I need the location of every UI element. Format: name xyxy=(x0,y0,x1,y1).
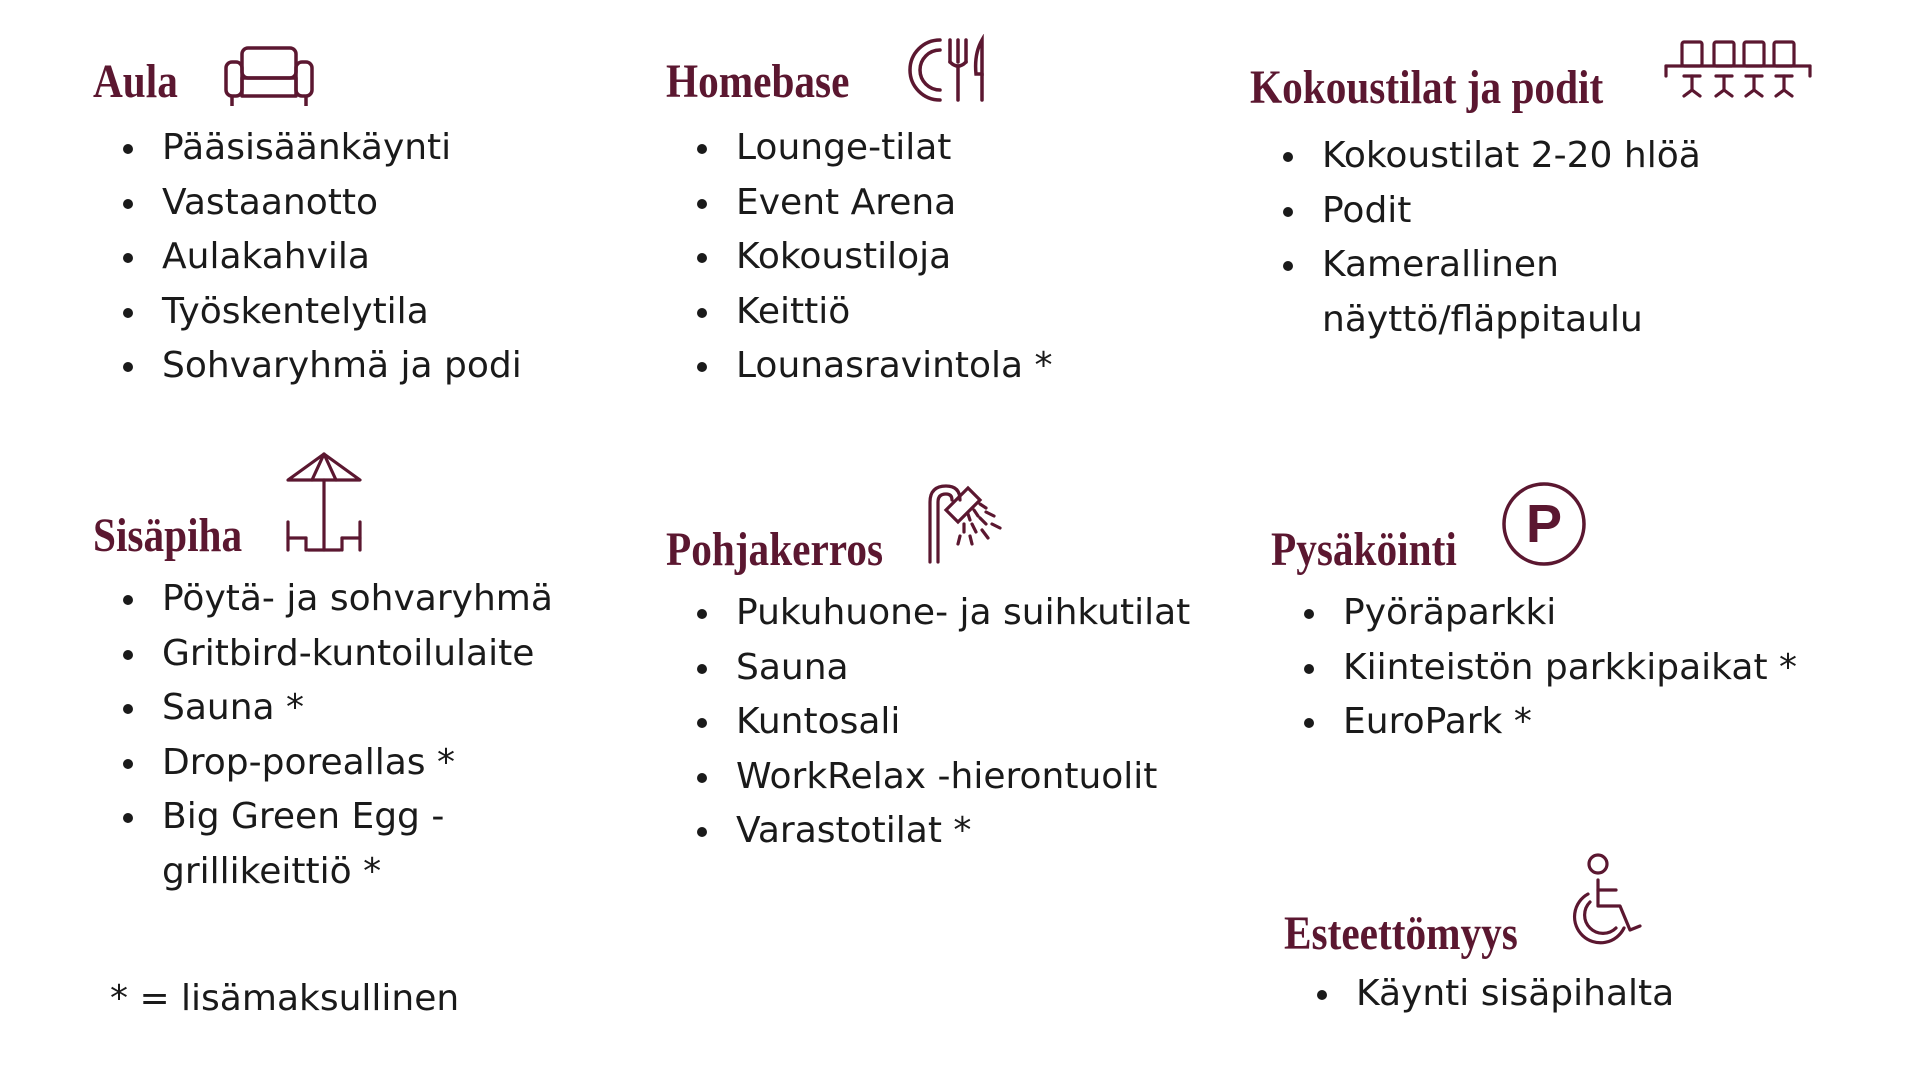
homebase-list xyxy=(692,121,1053,394)
list-item: Kokoustilat 2-20 hlöä xyxy=(1278,129,1701,184)
kokoustilat-list xyxy=(1278,129,1701,347)
list-item: Käynti sisäpihalta xyxy=(1312,967,1674,1022)
list-item: Gritbird-kuntoilulaite xyxy=(118,627,553,682)
section-title: Pohjakerros xyxy=(666,523,884,576)
list-item xyxy=(1278,238,1701,347)
sofa-icon xyxy=(222,44,316,110)
svg-text:P: P xyxy=(1525,494,1563,554)
list-item-line: Kamerallinen xyxy=(1322,244,1559,285)
list-item: Aulakahvila xyxy=(118,230,522,285)
list-item: Lounge-tilat xyxy=(692,121,1053,176)
list-item: Kokoustiloja xyxy=(692,230,1053,285)
list-item: Pukuhuone- ja suihkutilat xyxy=(692,586,1190,641)
list-item: Pyöräparkki xyxy=(1299,586,1797,641)
pohjakerros-list xyxy=(692,586,1190,859)
list-item: Sauna * xyxy=(118,681,553,736)
shower-icon xyxy=(924,480,1010,564)
section-title: Kokoustilat ja podit xyxy=(1250,61,1604,114)
section-title: Sisäpiha xyxy=(93,509,243,562)
section-title: Aula xyxy=(93,55,178,108)
section-title: Pysäköinti xyxy=(1271,523,1457,576)
sisapiha-list xyxy=(118,572,553,899)
list-item: Työskentelytila xyxy=(118,285,522,340)
list-item: Pöytä- ja sohvaryhmä xyxy=(118,572,553,627)
list-item: EuroPark * xyxy=(1299,695,1797,750)
list-item: Sauna xyxy=(692,641,1190,696)
aula-list xyxy=(118,121,522,394)
wheelchair-icon xyxy=(1566,850,1644,952)
list-item: Varastotilat * xyxy=(692,804,1190,859)
parking-icon xyxy=(1500,480,1588,568)
list-item: Sohvaryhmä ja podi xyxy=(118,339,522,394)
list-item: Drop-poreallas * xyxy=(118,736,553,791)
meeting-chairs-icon xyxy=(1662,36,1814,102)
section-title: Homebase xyxy=(666,55,850,108)
list-item: WorkRelax -hierontuolit xyxy=(692,750,1190,805)
list-item: Podit xyxy=(1278,184,1701,239)
list-item: Vastaanotto xyxy=(118,176,522,231)
list-item: Pääsisäänkäynti xyxy=(118,121,522,176)
list-item: Event Arena xyxy=(692,176,1053,231)
section-title: Esteettömyys xyxy=(1284,907,1518,960)
list-item: Lounasravintola * xyxy=(692,339,1053,394)
parasol-table-icon xyxy=(284,450,364,554)
list-item-line: grillikeittiö * xyxy=(162,850,382,892)
list-item: Keittiö xyxy=(692,285,1053,340)
list-item-line: näyttö/fläppitaulu xyxy=(1322,298,1643,340)
list-item: Kiinteistön parkkipaikat * xyxy=(1299,641,1797,696)
list-item xyxy=(118,790,553,899)
esteettomyys-list xyxy=(1312,967,1674,1022)
list-item: Kuntosali xyxy=(692,695,1190,750)
footnote: * = lisämaksullinen xyxy=(110,978,460,1019)
pysakointi-list xyxy=(1299,586,1797,750)
plate-cutlery-icon xyxy=(900,34,992,106)
list-item-line: Big Green Egg - xyxy=(162,796,445,837)
